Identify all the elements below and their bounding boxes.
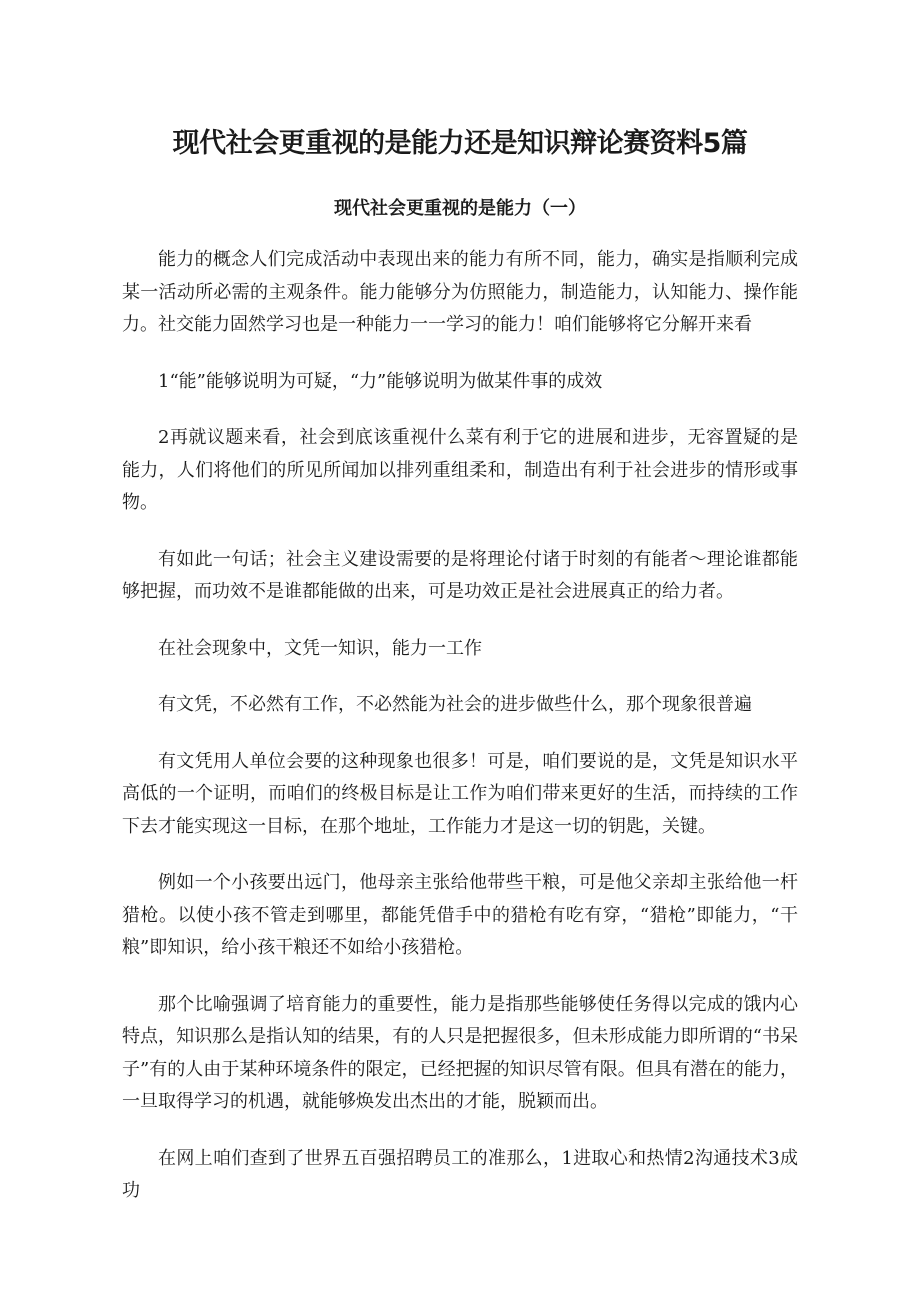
paragraph: 能力的概念人们完成活动中表现出来的能力有所不同，能力，确实是指顺利完成某一活动所必需的主观条件。能力能够分为仿照能力，制造能力，认知能力、操作能力。社交能力固然学习也是一种能力一一学习的能力！咱们能够将它分解开来看 xyxy=(122,249,798,335)
paragraph: 有文凭，不必然有工作，不必然能为社会的进步做些什么，那个现象很普遍 xyxy=(158,694,752,715)
document-title: 现代社会更重视的是能力还是知识辩论赛资料5篇 xyxy=(172,128,748,159)
paragraph: 那个比喻强调了培育能力的重要性，能力是指那些能够使任务得以完成的饿内心特点，知识那么是指认知的结果，有的人只是把握很多，但未形成能力即所谓的“书呆子”有的人由于某种环境条件的限定，已经把握的知识尽管有限。但具有潜在的能力，一旦取得学习的机遇，就能够焕发出杰出的才能，脱颖而出。 xyxy=(122,993,798,1112)
document-body xyxy=(122,244,798,1232)
paragraph: 例如一个小孩要出远门，他母亲主张给他带些干粮，可是他父亲却主张给他一杆猎枪。以使小孩不管走到哪里，都能凭借手中的猎枪有吃有穿，“猎枪”即能力，“干粮”即知识，给小孩干粮还不如给小孩猎枪。 xyxy=(122,872,798,958)
paragraph: 有如此一句话；社会主义建设需要的是将理论付诸于时刻的有能者～理论谁都能够把握，而功效不是谁都能做的出来，可是功效正是社会进展真正的给力者。 xyxy=(122,548,798,602)
paragraph: 在社会现象中，文凭一知识，能力一工作 xyxy=(158,637,482,659)
paragraph: 有文凭用人单位会要的这种现象也很多！可是，咱们要说的是，文凭是知识水平高低的一个证明，而咱们的终极目标是让工作为咱们带来更好的生活，而持续的工作下去才能实现这一目标，在那个地址，工作能力才是这一切的钥匙，关键。 xyxy=(122,750,798,837)
paragraph: 在网上咱们查到了世界五百强招聘员工的准那么，1进取心和热情2沟通技术3成功 xyxy=(122,1147,798,1201)
section-subtitle: 现代社会更重视的是能力（一） xyxy=(334,198,586,219)
paragraph: 2再就议题来看，社会到底该重视什么菜有利于它的进展和进步，无容置疑的是能力，人们将他们的所见所闻加以排列重组柔和，制造出有利于社会进步的情形或事物。 xyxy=(122,427,798,513)
paragraph: 1“能”能够说明为可疑，“力”能够说明为做某件事的成效 xyxy=(158,370,603,392)
